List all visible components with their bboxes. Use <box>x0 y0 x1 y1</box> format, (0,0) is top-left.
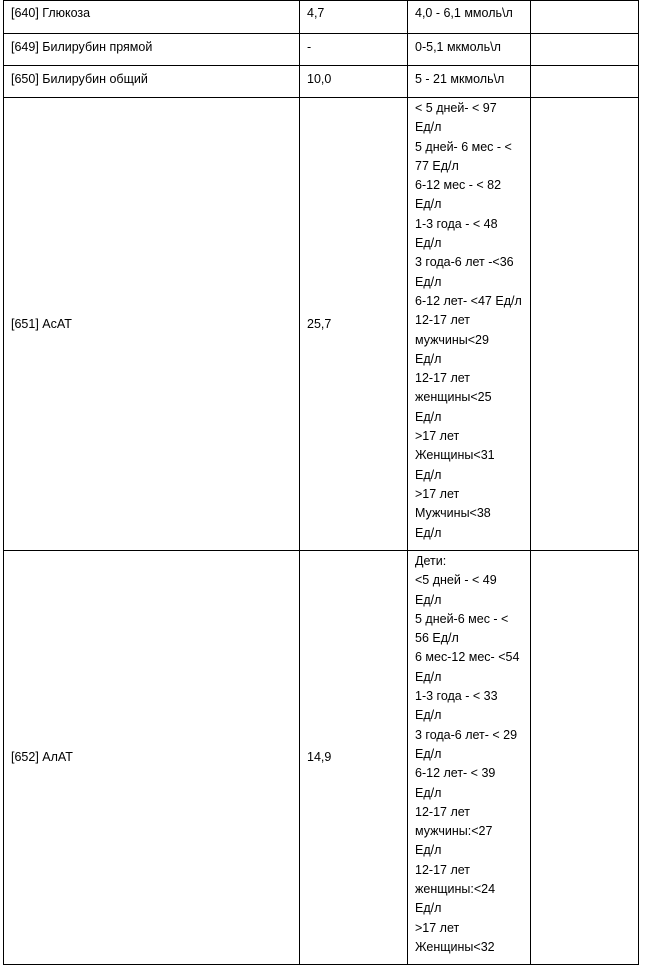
reference-line: Ед/л <box>415 351 442 366</box>
table-row <box>4 551 639 965</box>
reference-line: < 5 дней- < 97 <box>415 101 497 115</box>
reference-line: 12-17 лет <box>415 862 470 877</box>
reference-range <box>408 34 531 66</box>
test-name: [652] АлАТ <box>4 551 300 965</box>
reference-line: 1-3 года - < 33 <box>415 689 498 704</box>
result-value: 25,7 <box>300 98 408 551</box>
empty-cell <box>531 66 639 98</box>
reference-line: >17 лет <box>415 920 460 935</box>
reference-line: 12-17 лет <box>415 804 470 819</box>
reference-line: 5 - 21 мкмоль\л <box>415 72 505 86</box>
test-name: [649] Билирубин прямой <box>4 34 300 66</box>
reference-line: 3 года-6 лет -<36 <box>415 255 514 270</box>
reference-line: Ед/л <box>415 669 442 684</box>
reference-line: Мужчины<38 <box>415 506 491 521</box>
result-value: - <box>300 34 408 66</box>
lab-results-table <box>3 0 639 965</box>
reference-line: Ед/л <box>415 467 442 482</box>
empty-cell <box>531 34 639 66</box>
test-name: [640] Глюкоза <box>4 1 300 34</box>
reference-range <box>408 551 531 965</box>
reference-line: мужчины<29 <box>415 332 489 347</box>
empty-cell <box>531 551 639 965</box>
reference-range <box>408 66 531 98</box>
reference-line: женщины<25 <box>415 390 492 405</box>
result-value: 14,9 <box>300 551 408 965</box>
reference-line: Ед/л <box>415 785 442 800</box>
reference-line: <5 дней - < 49 <box>415 573 497 588</box>
reference-line: Ед/л <box>415 746 442 761</box>
result-value: 4,7 <box>300 1 408 34</box>
reference-line: 77 Ед/л <box>415 158 459 173</box>
empty-cell <box>531 1 639 34</box>
reference-line: 6 мес-12 мес- <54 <box>415 650 520 665</box>
reference-line: Дети: <box>415 554 447 568</box>
reference-line: Ед/л <box>415 525 442 540</box>
reference-range <box>408 1 531 34</box>
reference-line: Женщины<32 <box>415 939 495 954</box>
reference-line: 4,0 - 6,1 ммоль\л <box>415 6 513 20</box>
reference-line: Женщины<31 <box>415 448 495 463</box>
reference-range <box>408 98 531 551</box>
table-row <box>4 34 639 66</box>
reference-line: 12-17 лет <box>415 371 470 386</box>
reference-line: >17 лет <box>415 429 460 444</box>
table-row <box>4 98 639 551</box>
reference-line: 0-5,1 мкмоль\л <box>415 40 501 54</box>
reference-line: Ед/л <box>415 409 442 424</box>
reference-line: Ед/л <box>415 274 442 289</box>
table-row <box>4 66 639 98</box>
reference-line: Ед/л <box>415 197 442 212</box>
reference-line: женщины:<24 <box>415 882 496 897</box>
reference-line: Ед/л <box>415 901 442 916</box>
reference-line: >17 лет <box>415 486 460 501</box>
reference-line: 5 дней- 6 мес - < <box>415 139 512 154</box>
reference-line: Ед/л <box>415 708 442 723</box>
test-name: [650] Билирубин общий <box>4 66 300 98</box>
result-value: 10,0 <box>300 66 408 98</box>
reference-line: Ед/л <box>415 120 442 135</box>
test-name: [651] АсАТ <box>4 98 300 551</box>
reference-line: 5 дней-6 мес - < <box>415 611 509 626</box>
reference-line: 3 года-6 лет- < 29 <box>415 727 518 742</box>
reference-line: Ед/л <box>415 592 442 607</box>
reference-line: 6-12 мес - < 82 <box>415 178 502 193</box>
reference-line: мужчины:<27 <box>415 824 493 839</box>
reference-line: 12-17 лет <box>415 313 470 328</box>
reference-line: 6-12 лет- < 39 <box>415 766 496 781</box>
reference-line: 6-12 лет- <47 Ед/л <box>415 293 522 308</box>
reference-line: Ед/л <box>415 843 442 858</box>
empty-cell <box>531 98 639 551</box>
reference-line: 56 Ед/л <box>415 631 459 646</box>
reference-line: 1-3 года - < 48 <box>415 216 498 231</box>
reference-line: Ед/л <box>415 236 442 251</box>
table-row <box>4 1 639 34</box>
